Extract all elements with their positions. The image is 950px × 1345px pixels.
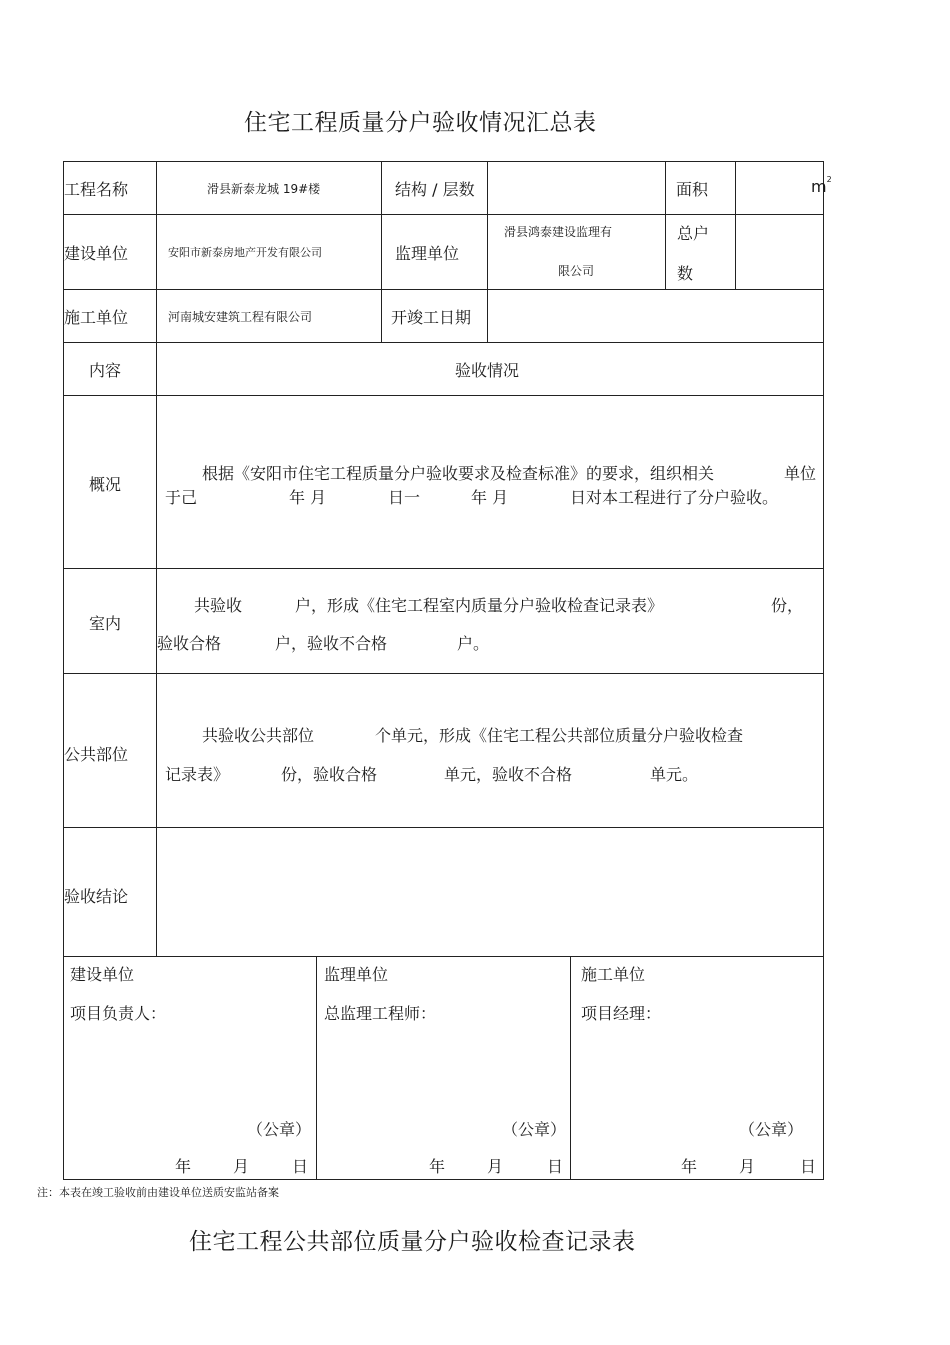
sign-builder-month: 月: [233, 1157, 250, 1176]
public-text-1b: 个单元，形成《住宅工程公共部位质量分户验收检查: [375, 726, 744, 745]
overview-text-2b: 年 月: [289, 488, 327, 507]
overview-text-2e: 日对本工程进行了分户验收。: [570, 488, 779, 507]
public-text-1a: 共验收公共部位: [202, 726, 315, 745]
sign-contractor-role: 项目经理：: [581, 1004, 662, 1023]
indoor-text-2b: 户，验收不合格: [275, 634, 388, 653]
indoor-text-2a: 验收合格: [157, 634, 222, 653]
supervisor-label: 监理单位: [395, 244, 460, 263]
sign-builder-year: 年: [175, 1157, 192, 1176]
sign-supervisor-org: 监理单位: [324, 965, 389, 984]
sign-contractor-day: 日: [800, 1157, 817, 1176]
supervisor-value-line1: 滑县鸿泰建设监理有: [504, 225, 613, 239]
conclusion-label: 验收结论: [64, 887, 129, 906]
overview-text-2d: 年 月: [471, 488, 509, 507]
dates-label: 开竣工日期: [391, 308, 472, 327]
sign-contractor-month: 月: [739, 1157, 756, 1176]
sign-contractor-seal: （公章）: [739, 1120, 804, 1139]
public-text-2c: 单元，验收不合格: [444, 765, 573, 784]
indoor-text-2c: 户。: [457, 634, 490, 653]
sign-builder-day: 日: [292, 1157, 309, 1176]
sign-supervisor-year: 年: [429, 1157, 446, 1176]
sign-builder-seal: （公章）: [247, 1120, 312, 1139]
sign-contractor-org: 施工单位: [581, 965, 646, 984]
indoor-text-1c: 份，: [771, 596, 804, 615]
sign-supervisor-day: 日: [547, 1157, 564, 1176]
overview-text-2a: 于己: [165, 488, 198, 507]
footnote: 注：本表在竣工验收前由建设单位送质安监站备案: [37, 1186, 279, 1199]
contractor-label: 施工单位: [64, 308, 129, 327]
contractor-value: 河南城安建筑工程有限公司: [168, 310, 313, 324]
project-name-label: 工程名称: [64, 180, 129, 199]
public-text-2b: 份，验收合格: [281, 765, 378, 784]
document-title: 住宅工程质量分户验收情况汇总表: [244, 110, 597, 136]
indoor-label: 室内: [89, 614, 122, 633]
households-label-line1: 总户: [677, 224, 710, 243]
sign-builder-org: 建设单位: [70, 965, 135, 984]
indoor-text-1a: 共验收: [194, 596, 243, 615]
public-text-2d: 单元。: [650, 765, 699, 784]
content-label: 内容: [89, 361, 122, 380]
overview-text-1b: 单位: [784, 464, 817, 483]
public-label: 公共部位: [64, 745, 129, 764]
sign-supervisor-seal: （公章）: [502, 1120, 567, 1139]
overview-text-1a: 根据《安阳市住宅工程质量分户验收要求及检查标准》的要求，组织相关: [202, 464, 715, 483]
acceptance-label: 验收情况: [455, 361, 520, 380]
households-label-line2: 数: [677, 264, 694, 283]
sign-builder-role: 项目负责人：: [70, 1004, 167, 1023]
overview-label: 概况: [89, 475, 122, 494]
project-name-value: 滑县新泰龙城 19#楼: [207, 182, 321, 196]
next-document-title: 住宅工程公共部位质量分户验收检查记录表: [189, 1229, 636, 1255]
supervisor-value-line2: 限公司: [558, 264, 595, 278]
sign-supervisor-month: 月: [487, 1157, 504, 1176]
structure-label: 结构 / 层数: [395, 180, 475, 199]
builder-value: 安阳市新泰房地产开发有限公司: [168, 246, 322, 259]
indoor-text-1b: 户，形成《住宅工程室内质量分户验收检查记录表》: [295, 596, 664, 615]
area-unit: $m^2$: [811, 175, 832, 196]
overview-text-2c: 日一: [388, 488, 421, 507]
area-label: 面积: [676, 180, 709, 199]
builder-label: 建设单位: [64, 244, 129, 263]
sign-contractor-year: 年: [681, 1157, 698, 1176]
sign-supervisor-role: 总监理工程师：: [324, 1004, 437, 1023]
public-text-2a: 记录表》: [165, 765, 230, 784]
